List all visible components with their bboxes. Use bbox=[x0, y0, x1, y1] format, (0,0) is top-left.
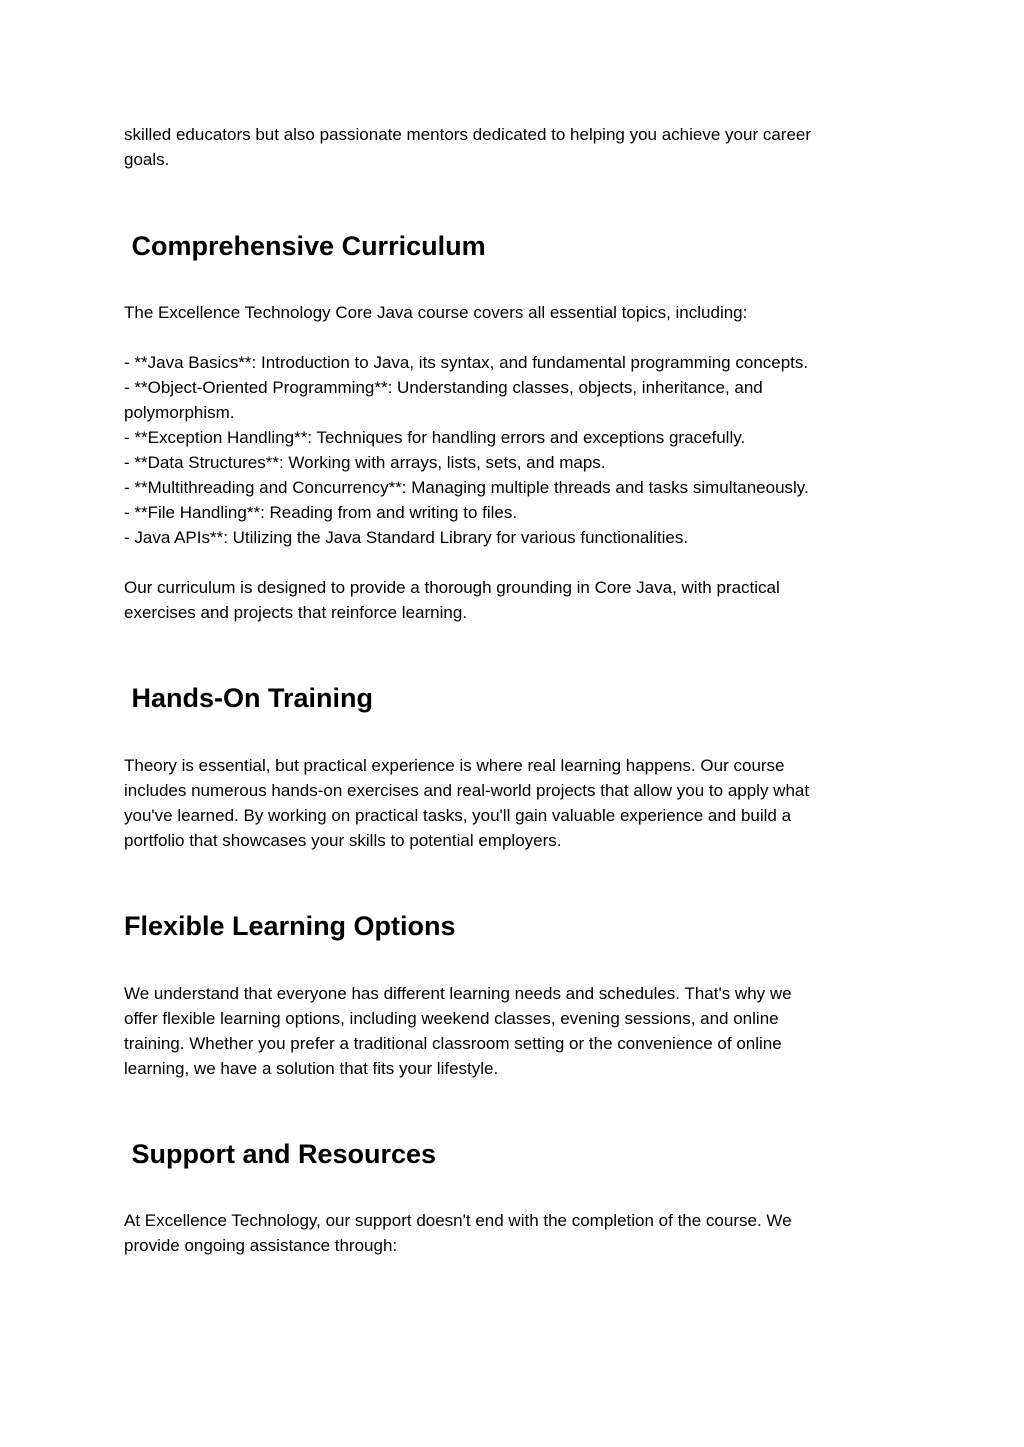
paragraph-line: goals. bbox=[124, 150, 170, 169]
curriculum-closing-paragraph bbox=[124, 575, 904, 625]
section-heading-flexible: Flexible Learning Options bbox=[124, 911, 456, 941]
list-item: - **Exception Handling**: Techniques for handling errors and exceptions gracefully. bbox=[124, 428, 746, 447]
flexible-paragraph bbox=[124, 981, 904, 1081]
paragraph-line: At Excellence Technology, our support doesn't end with the completion of the course. We bbox=[124, 1211, 792, 1230]
support-paragraph bbox=[124, 1208, 904, 1258]
hands-on-paragraph bbox=[124, 753, 904, 853]
paragraph-line: We understand that everyone has different learning needs and schedules. That's why we bbox=[124, 984, 792, 1003]
section-heading-curriculum: Comprehensive Curriculum bbox=[124, 231, 486, 261]
intro-paragraph bbox=[124, 122, 904, 172]
paragraph-line: offer flexible learning options, including weekend classes, evening sessions, and online bbox=[124, 1009, 779, 1028]
curriculum-topic-list bbox=[124, 350, 904, 550]
curriculum-lead-paragraph bbox=[124, 300, 904, 325]
paragraph-line: portfolio that showcases your skills to potential employers. bbox=[124, 831, 562, 850]
paragraph-line: includes numerous hands-on exercises and real-world projects that allow you to apply what bbox=[124, 781, 810, 800]
paragraph-line: training. Whether you prefer a traditional classroom setting or the convenience of online bbox=[124, 1034, 782, 1053]
list-item: - Java APIs**: Utilizing the Java Standard Library for various functionalities. bbox=[124, 528, 689, 547]
paragraph-line: provide ongoing assistance through: bbox=[124, 1236, 398, 1255]
list-item: - **Object-Oriented Programming**: Understanding classes, objects, inheritance, and bbox=[124, 378, 763, 397]
list-item: - **File Handling**: Reading from and writing to files. bbox=[124, 503, 518, 522]
list-item: polymorphism. bbox=[124, 403, 235, 422]
paragraph-line: learning, we have a solution that fits your lifestyle. bbox=[124, 1059, 499, 1078]
paragraph-line: you've learned. By working on practical tasks, you'll gain valuable experience and build a bbox=[124, 806, 792, 825]
list-item: - **Multithreading and Concurrency**: Managing multiple threads and tasks simultaneously. bbox=[124, 478, 809, 497]
list-item: - **Data Structures**: Working with arrays, lists, sets, and maps. bbox=[124, 453, 606, 472]
paragraph-line: The Excellence Technology Core Java course covers all essential topics, including: bbox=[124, 303, 748, 322]
paragraph-line: exercises and projects that reinforce learning. bbox=[124, 603, 468, 622]
section-heading-hands-on: Hands-On Training bbox=[124, 683, 374, 713]
list-item: - **Java Basics**: Introduction to Java, its syntax, and fundamental programming concepts. bbox=[124, 353, 809, 372]
paragraph-line: Our curriculum is designed to provide a thorough grounding in Core Java, with practical bbox=[124, 578, 780, 597]
paragraph-line: skilled educators but also passionate mentors dedicated to helping you achieve your career bbox=[124, 125, 812, 144]
section-heading-support: Support and Resources bbox=[124, 1139, 437, 1169]
paragraph-line: Theory is essential, but practical experience is where real learning happens. Our course bbox=[124, 756, 785, 775]
